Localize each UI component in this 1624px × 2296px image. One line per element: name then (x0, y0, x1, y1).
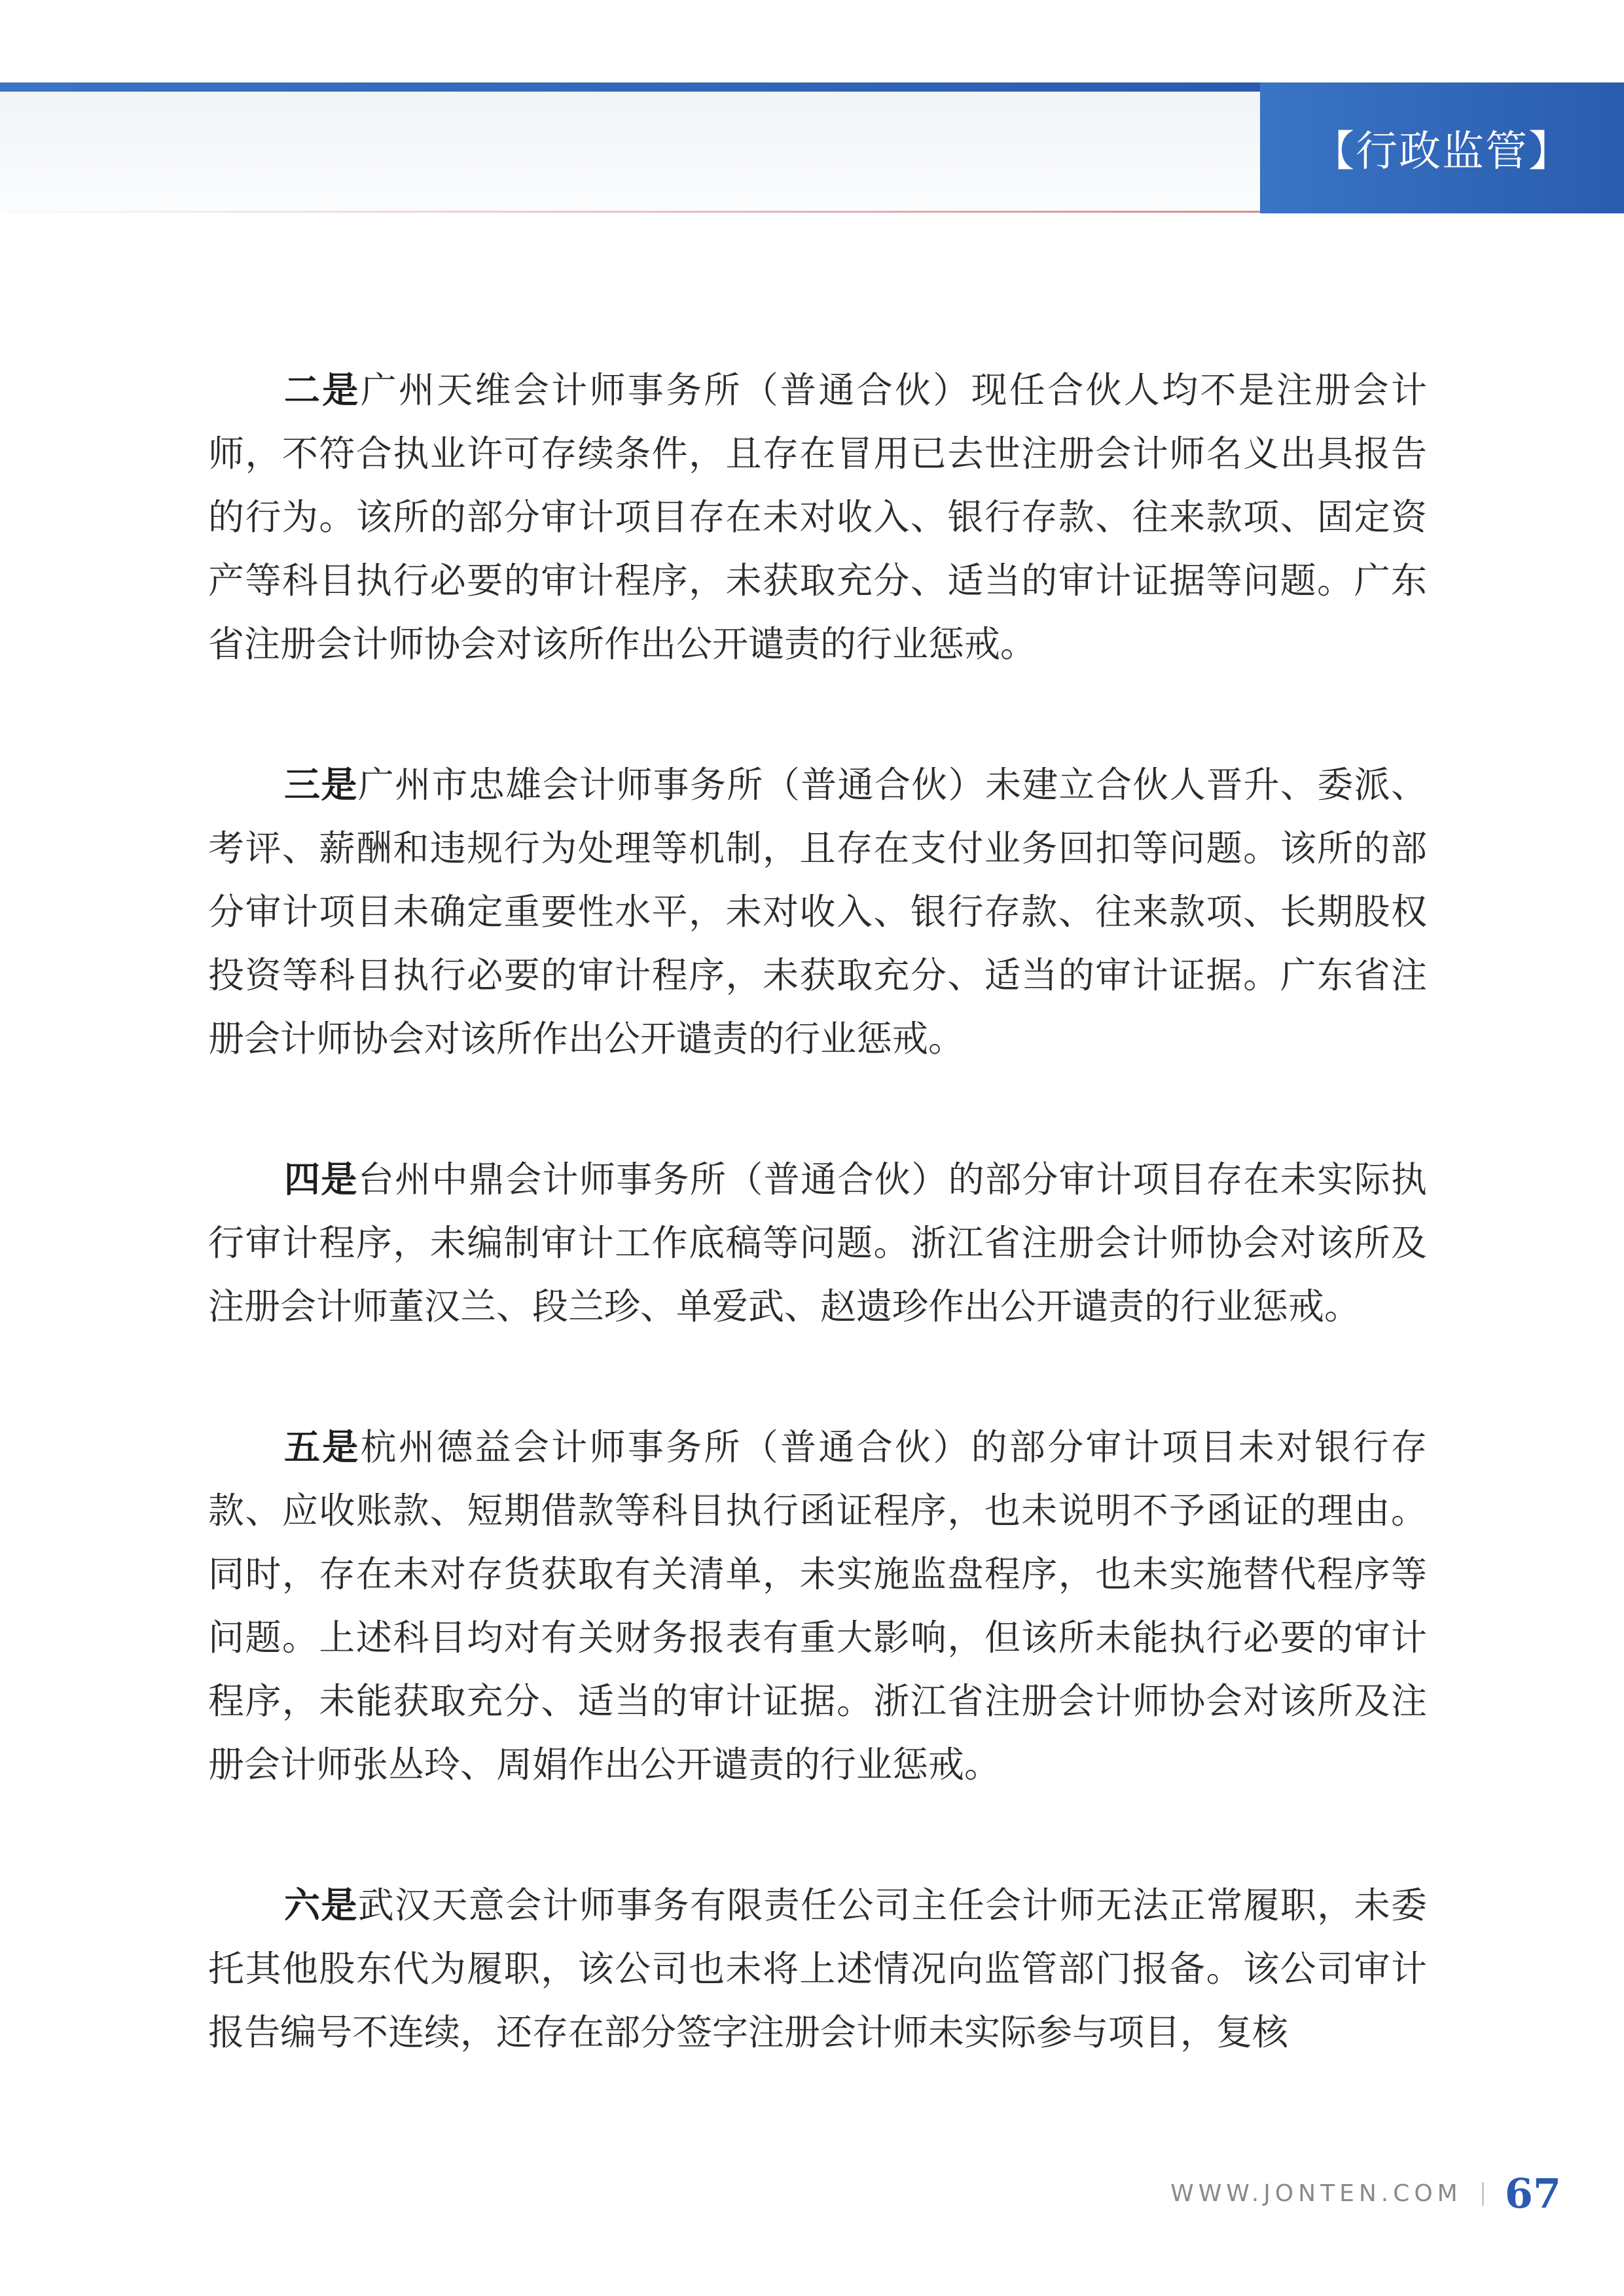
paragraph-5 (208, 1416, 1427, 1797)
header-accent-line (0, 82, 1260, 92)
paragraph-text: 广州天维会计师事务所（普通合伙）现任合伙人均不是注册会计师，不符合执业许可存续条件，且存在冒用已去世注册会计师名义出具报告的行为。该所的部分审计项目存在未对收入、银行存款、往来款项、固定资产等科目执行必要的审计程序，未获取充分、适当的审计证据等问题。广东省注册会计师协会对该所作出公开谴责的行业惩戒。 (208, 369, 1427, 665)
page-number: 67 (1504, 2170, 1561, 2217)
footer-divider (1482, 2182, 1484, 2206)
section-label: 【行政监管】 (1260, 82, 1624, 213)
paragraph-lead: 六是 (284, 1884, 358, 1926)
paragraph-lead: 四是 (284, 1158, 358, 1200)
website-url: WWW.JONTEN.COM (1170, 2180, 1462, 2207)
paragraph-2 (208, 359, 1427, 676)
paragraph-lead: 三是 (284, 764, 358, 806)
paragraph-text: 武汉天意会计师事务有限责任公司主任会计师无法正常履职，未委托其他股东代为履职，该公司也未将上述情况向监管部门报备。该公司审计报告编号不连续，还存在部分签字注册会计师未实际参与项目，复核 (208, 1884, 1427, 2053)
paragraph-lead: 二是 (284, 369, 361, 411)
header-divider (0, 211, 1260, 213)
page-footer (1170, 2170, 1561, 2217)
paragraph-3 (208, 753, 1427, 1071)
paragraph-text: 杭州德益会计师事务所（普通合伙）的部分审计项目未对银行存款、应收账款、短期借款等科目执行函证程序，也未说明不予函证的理由。同时，存在未对存货获取有关清单，未实施监盘程序，也未实施替代程序等问题。上述科目均对有关财务报表有重大影响，但该所未能执行必要的审计程序，未能获取充分、适当的审计证据。浙江省注册会计师协会对该所及注册会计师张丛玲、周娟作出公开谴责的行业惩戒。 (208, 1426, 1427, 1785)
paragraph-lead: 五是 (284, 1426, 361, 1468)
paragraph-6 (208, 1874, 1427, 2064)
body-text (208, 359, 1427, 2142)
paragraph-4 (208, 1148, 1427, 1338)
header-band (0, 82, 1260, 213)
paragraph-text: 广州市忠雄会计师事务所（普通合伙）未建立合伙人晋升、委派、考评、薪酬和违规行为处理等机制，且存在支付业务回扣等问题。该所的部分审计项目未确定重要性水平，未对收入、银行存款、往来款项、长期股权投资等科目执行必要的审计程序，未获取充分、适当的审计证据。广东省注册会计师协会对该所作出公开谴责的行业惩戒。 (208, 764, 1427, 1060)
paragraph-text: 台州中鼎会计师事务所（普通合伙）的部分审计项目存在未实际执行审计程序，未编制审计工作底稿等问题。浙江省注册会计师协会对该所及注册会计师董汉兰、段兰珍、单爱武、赵遗珍作出公开谴责的行业惩戒。 (208, 1158, 1427, 1327)
